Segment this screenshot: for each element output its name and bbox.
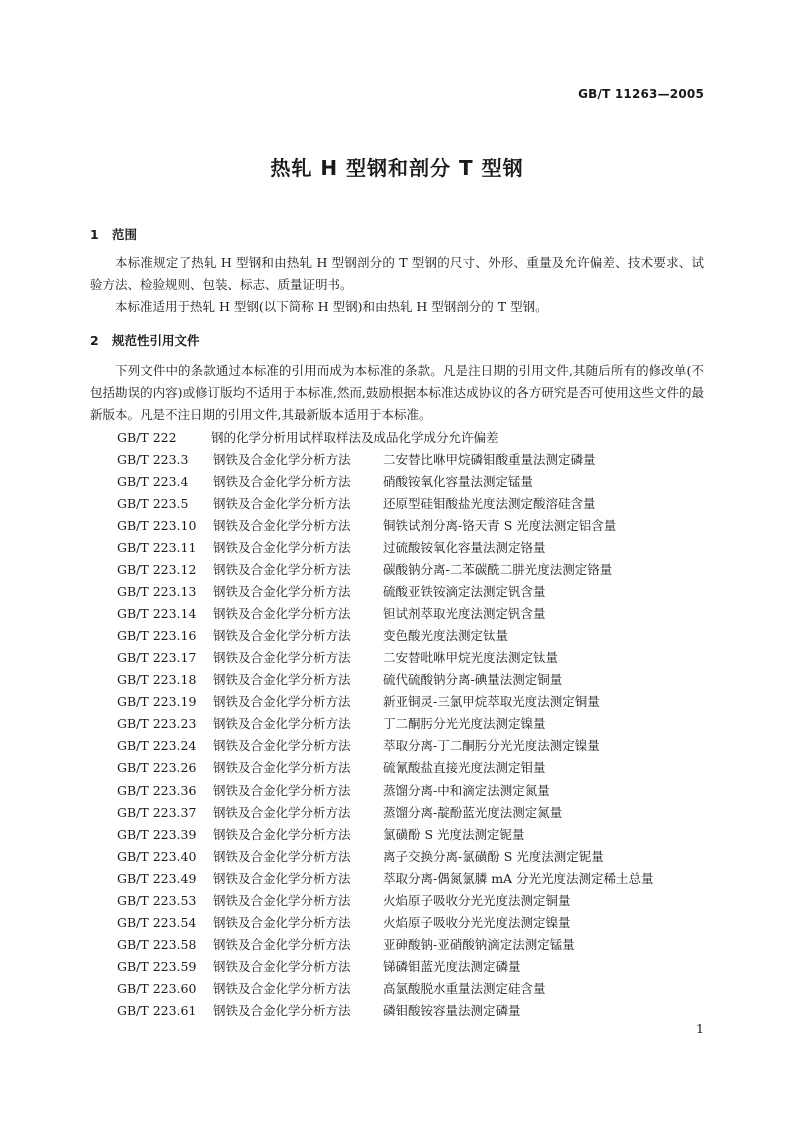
reference-title: 钢铁及合金化学分析方法 — [213, 760, 351, 776]
reference-title: 钢铁及合金化学分析方法 — [213, 496, 351, 512]
reference-method: 新亚铜灵-三氯甲烷萃取光度法测定铜量 — [383, 694, 600, 710]
reference-title: 钢铁及合金化学分析方法 — [213, 452, 351, 468]
reference-item — [117, 493, 654, 515]
reference-code: GB/T 223.39 — [117, 826, 197, 842]
reference-item — [117, 934, 654, 956]
reference-method: 高氯酸脱水重量法测定硅含量 — [383, 980, 546, 996]
reference-method: 丁二酮肟分光光度法测定镍量 — [383, 716, 546, 732]
reference-code: GB/T 223.5 — [117, 496, 189, 512]
reference-title: 钢铁及合金化学分析方法 — [213, 980, 351, 996]
section-number: 1 — [90, 227, 99, 242]
reference-item — [117, 537, 654, 559]
reference-code: GB/T 223.17 — [117, 650, 197, 666]
reference-method: 硫代硫酸钠分离-碘量法测定铜量 — [383, 672, 563, 688]
reference-code: GB/T 223.16 — [117, 628, 197, 644]
reference-method: 锑磷钼蓝光度法测定磷量 — [383, 958, 521, 974]
reference-title: 钢铁及合金化学分析方法 — [213, 474, 351, 490]
reference-title: 钢铁及合金化学分析方法 — [213, 540, 351, 556]
reference-item — [117, 846, 654, 868]
reference-code: GB/T 223.59 — [117, 958, 197, 974]
reference-code: GB/T 223.61 — [117, 1002, 197, 1018]
reference-code: GB/T 223.37 — [117, 804, 197, 820]
scope-paragraph-1: 本标准规定了热轧 H 型钢和由热轧 H 型钢剖分的 T 型钢的尺寸、外形、重量及允许偏差、技术要求、试验方法、检验规则、包装、标志、质量证明书。 — [90, 255, 704, 292]
reference-method: 硝酸铵氧化容量法测定锰量 — [383, 474, 534, 490]
reference-item — [117, 956, 654, 978]
reference-title: 钢铁及合金化学分析方法 — [213, 804, 351, 820]
reference-method: 过硫酸铵氧化容量法测定铬量 — [383, 540, 546, 556]
reference-title: 钢铁及合金化学分析方法 — [213, 518, 351, 534]
reference-method: 亚砷酸钠-亚硝酸钠滴定法测定锰量 — [383, 936, 575, 952]
reference-title: 钢铁及合金化学分析方法 — [213, 628, 351, 644]
reference-title: 钢铁及合金化学分析方法 — [213, 848, 351, 864]
reference-method: 硫氰酸盐直接光度法测定钼量 — [383, 760, 546, 776]
reference-code: GB/T 223.11 — [117, 540, 197, 556]
reference-code: GB/T 223.36 — [117, 782, 197, 798]
reference-method: 碳酸钠分离-二苯碳酰二肼光度法测定铬量 — [383, 562, 613, 578]
reference-item — [117, 669, 654, 691]
reference-method: 蒸馏分离-中和滴定法测定氮量 — [383, 782, 550, 798]
reference-code: GB/T 222 — [117, 430, 177, 445]
reference-title: 钢铁及合金化学分析方法 — [213, 870, 351, 886]
reference-list — [117, 427, 654, 1022]
reference-title: 钢铁及合金化学分析方法 — [213, 958, 351, 974]
section-title: 范围 — [112, 227, 138, 242]
reference-title: 钢铁及合金化学分析方法 — [213, 716, 351, 732]
reference-item — [117, 868, 654, 890]
reference-title: 钢铁及合金化学分析方法 — [213, 694, 351, 710]
reference-item — [117, 824, 654, 846]
reference-title: 钢铁及合金化学分析方法 — [213, 936, 351, 952]
reference-code: GB/T 223.10 — [117, 518, 197, 534]
reference-item — [117, 978, 654, 1000]
references-intro-paragraph: 下列文件中的条款通过本标准的引用而成为本标准的条款。凡是注日期的引用文件,其随后所有的修改单(不包括勘误的内容)或修订版均不适用于本标准,然而,鼓励根据本标准达成协议的各方研究是否可使用这些文件的最新版本。凡是不注日期的引用文件,其最新版本适用于本标准。 — [90, 363, 704, 422]
reference-title: 钢铁及合金化学分析方法 — [213, 562, 351, 578]
reference-item — [117, 625, 654, 647]
reference-method: 钽试剂萃取光度法测定钒含量 — [383, 606, 546, 622]
reference-item — [117, 780, 654, 802]
reference-code: GB/T 223.23 — [117, 716, 197, 732]
reference-title: 钢铁及合金化学分析方法 — [213, 914, 351, 930]
reference-method: 硫酸亚铁铵滴定法测定钒含量 — [383, 584, 546, 600]
reference-item — [117, 890, 654, 912]
reference-code: GB/T 223.3 — [117, 452, 189, 468]
reference-method: 还原型硅钼酸盐光度法测定酸溶硅含量 — [383, 496, 596, 512]
reference-item — [117, 581, 654, 603]
reference-title: 钢铁及合金化学分析方法 — [213, 606, 351, 622]
reference-method: 火焰原子吸收分光光度法测定镍量 — [383, 914, 571, 930]
page-number: 1 — [696, 1021, 704, 1036]
reference-method: 二安替比咻甲烷磷钼酸重量法测定磷量 — [383, 452, 596, 468]
reference-code: GB/T 223.54 — [117, 914, 197, 930]
reference-item — [117, 912, 654, 934]
reference-code: GB/T 223.49 — [117, 870, 197, 886]
reference-code: GB/T 223.19 — [117, 694, 197, 710]
reference-title: 钢铁及合金化学分析方法 — [213, 672, 351, 688]
reference-code: GB/T 223.24 — [117, 738, 197, 754]
reference-code: GB/T 223.4 — [117, 474, 189, 490]
reference-code: GB/T 223.12 — [117, 562, 197, 578]
reference-code: GB/T 223.26 — [117, 760, 197, 776]
reference-item — [117, 647, 654, 669]
reference-item — [117, 471, 654, 493]
reference-item — [117, 515, 654, 537]
standard-number: GB/T 11263—2005 — [578, 87, 704, 101]
reference-item — [117, 802, 654, 824]
reference-code: GB/T 223.18 — [117, 672, 197, 688]
reference-item — [117, 449, 654, 471]
reference-item — [117, 427, 654, 449]
reference-method: 变色酸光度法测定钛量 — [383, 628, 509, 644]
reference-title: 钢铁及合金化学分析方法 — [213, 892, 351, 908]
reference-code: GB/T 223.14 — [117, 606, 197, 622]
reference-title: 钢铁及合金化学分析方法 — [213, 1002, 351, 1018]
reference-code: GB/T 223.13 — [117, 584, 197, 600]
reference-title: 钢铁及合金化学分析方法 — [213, 782, 351, 798]
reference-method: 萃取分离-偶氮氯膦 mA 分光光度法测定稀土总量 — [383, 870, 654, 886]
reference-item — [117, 691, 654, 713]
section-heading-scope — [90, 225, 137, 243]
reference-method: 离子交换分离-氯磺酚 S 光度法测定铌量 — [383, 848, 604, 864]
reference-method: 蒸馏分离-靛酚蓝光度法测定氮量 — [383, 804, 563, 820]
reference-method: 氯磺酚 S 光度法测定铌量 — [383, 826, 525, 842]
reference-method: 火焰原子吸收分光光度法测定铜量 — [383, 892, 571, 908]
reference-title: 钢铁及合金化学分析方法 — [213, 584, 351, 600]
reference-title: 钢铁及合金化学分析方法 — [213, 650, 351, 666]
reference-item — [117, 713, 654, 735]
reference-method: 铜铁试剂分离-铬天青 S 光度法测定铝含量 — [383, 518, 617, 534]
reference-method: 二安替吡咻甲烷光度法测定钛量 — [383, 650, 559, 666]
scope-paragraph-2: 本标准适用于热轧 H 型钢(以下简称 H 型钢)和由热轧 H 型钢剖分的 T 型钢。 — [115, 299, 548, 314]
reference-item — [117, 1000, 654, 1022]
reference-item — [117, 603, 654, 625]
section-title: 规范性引用文件 — [112, 333, 200, 348]
document-title: 热轧 H 型钢和剖分 T 型钢 — [270, 156, 524, 180]
section-heading-normative-references — [90, 331, 200, 349]
reference-method: 萃取分离-丁二酮肟分光光度法测定镍量 — [383, 738, 600, 754]
section-number: 2 — [90, 333, 99, 348]
reference-code: GB/T 223.58 — [117, 936, 197, 952]
reference-item — [117, 757, 654, 779]
reference-code: GB/T 223.40 — [117, 848, 197, 864]
reference-item — [117, 735, 654, 757]
reference-code: GB/T 223.53 — [117, 892, 197, 908]
reference-title: 钢的化学分析用试样取样法及成品化学成分允许偏差 — [211, 430, 499, 445]
reference-title: 钢铁及合金化学分析方法 — [213, 826, 351, 842]
reference-method: 磷钼酸铵容量法测定磷量 — [383, 1002, 521, 1018]
reference-code: GB/T 223.60 — [117, 980, 197, 996]
reference-item — [117, 559, 654, 581]
reference-title: 钢铁及合金化学分析方法 — [213, 738, 351, 754]
